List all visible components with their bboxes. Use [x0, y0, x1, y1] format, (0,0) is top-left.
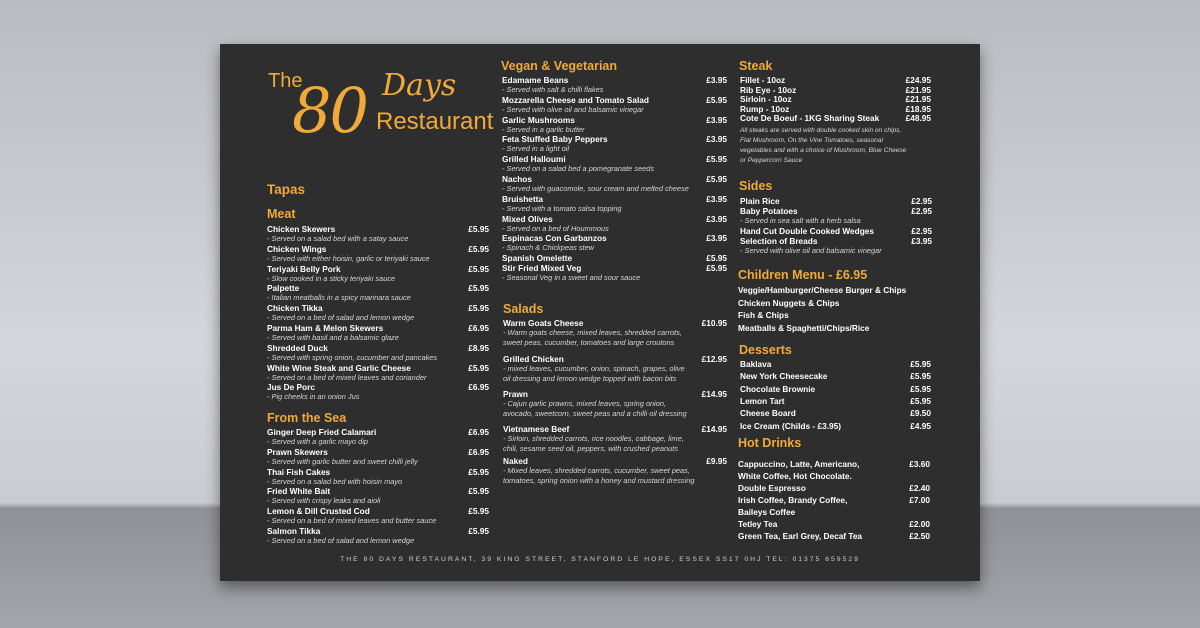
- side-item-name: Plain Rice: [740, 196, 780, 206]
- vegan-item-name: Mozzarella Cheese and Tomato Salad: [502, 94, 649, 105]
- meat-item-desc: - Served on a bed of salad and lemon wedge: [267, 313, 415, 323]
- sea-item-desc: - Served with crispy leaks and aioli: [267, 496, 381, 506]
- meat-item-price: £5.95: [468, 243, 489, 254]
- side-item-price: £2.95: [911, 196, 932, 206]
- meat-item-name: Chicken Tikka: [267, 303, 323, 314]
- vegan-item-price: £3.95: [706, 114, 727, 125]
- drink-price-1: £3.60: [909, 459, 930, 469]
- footer-address: THE 80 DAYS RESTAURANT, 39 KING STREET, STANFORD LE HOPE, ESSEX SS17 0HJ TEL: 01375 659529: [340, 556, 860, 563]
- vegan-item-name: Stir Fried Mixed Veg: [502, 263, 582, 274]
- vegan-item-name: Garlic Mushrooms: [502, 114, 575, 125]
- meat-item-name: Chicken Wings: [267, 243, 327, 254]
- drink-line-3: Double Espresso: [738, 483, 806, 493]
- drink-price-7: £2.50: [909, 531, 930, 541]
- steak-item-price: £24.95: [905, 75, 931, 85]
- side-item-price: £2.95: [911, 226, 932, 236]
- vegan-item-name: Espinacas Con Garbanzos: [502, 233, 607, 244]
- vegan-item-name: Spanish Omelette: [502, 253, 573, 264]
- meat-item-name: Palpette: [267, 283, 300, 294]
- sea-item-desc: - Served with a garlic mayo dip: [267, 437, 369, 446]
- tapas-heading: Tapas: [267, 182, 306, 197]
- salad-item-name: Warm Goats Cheese: [503, 318, 584, 328]
- dessert-item-name: Baklava: [740, 359, 772, 369]
- salad-item-desc-2: chili, sesame seed oil, peppers, with crushed peanuts: [503, 444, 679, 453]
- children-heading: Children Menu - £6.95: [738, 268, 868, 282]
- children-item: Chicken Nuggets & Chips: [738, 297, 840, 308]
- vegan-item-name: Nachos: [502, 174, 532, 184]
- sea-item-name: Thai Fish Cakes: [267, 466, 331, 477]
- drink-price-4: £7.00: [909, 495, 930, 505]
- salad-item-price: £10.95: [701, 318, 727, 328]
- vegan-item-price: £3.95: [706, 75, 727, 85]
- dessert-item-name: Chocolate Brownie: [740, 383, 816, 394]
- vegan-item-price: £5.95: [706, 174, 727, 184]
- logo-the: The: [268, 70, 303, 92]
- vegan-item-desc: - Served on a bed of Hoummous: [502, 223, 609, 233]
- vegan-item-name: Edamame Beans: [502, 75, 569, 85]
- sea-item-price: £6.95: [468, 427, 489, 437]
- sea-item-price: £5.95: [468, 466, 489, 477]
- vegan-item-desc: - Served in a garlic butter: [502, 124, 585, 134]
- meat-item-desc: - Served with either hoisin, garlic or teriyaki sauce: [267, 253, 430, 263]
- meat-item-name: Jus De Porc: [267, 382, 315, 393]
- sea-item-name: Ginger Deep Fried Calamari: [267, 427, 377, 437]
- vegan-item-name: Grilled Halloumi: [502, 154, 566, 165]
- meat-item-price: £5.95: [468, 263, 489, 274]
- vegan-item-price: £5.95: [706, 253, 727, 264]
- side-item-name: Selection of Breads: [740, 236, 818, 246]
- sea-item-price: £5.95: [468, 486, 489, 497]
- meat-item-price: £6.95: [468, 382, 489, 393]
- salad-item-desc-2: sweet peas, cucumber, tomatoes and large croutons: [503, 338, 675, 347]
- logo-restaurant: Restaurant: [376, 108, 494, 135]
- sea-item-desc: - Served on a bed of salad and lemon wedge: [267, 536, 415, 545]
- logo-number: 80: [292, 74, 367, 147]
- vegan-item-name: Bruishetta: [502, 193, 544, 204]
- side-item-price: £2.95: [911, 206, 932, 216]
- sea-item-price: £5.95: [468, 506, 489, 517]
- steak-item-name: Cote De Boeuf - 1KG Sharing Steak: [740, 113, 880, 123]
- sea-item-desc: - Served on a salad bed with hoisin mayo: [267, 476, 403, 486]
- drink-line-7: Green Tea, Earl Grey, Decaf Tea: [738, 531, 863, 541]
- sea-item-name: Prawn Skewers: [267, 446, 328, 457]
- salad-item-desc-1: - Cajun garlic prawns, mixed leaves, spring onion,: [503, 399, 667, 408]
- dessert-item-price: £5.95: [910, 359, 931, 369]
- sides-heading: Sides: [739, 179, 773, 193]
- vegan-item-desc: - Seasonal Veg in a sweet and sour sauce: [502, 273, 641, 283]
- meat-item-desc: - Slow cooked in a sticky teriyaki sauce: [267, 273, 396, 283]
- vegan-item-desc: - Served with olive oil and balsamic vinegar: [502, 104, 644, 114]
- side-item-name: Hand Cut Double Cooked Wedges: [740, 226, 874, 236]
- sea-item-name: Salmon Tikka: [267, 526, 321, 536]
- meat-item-name: White Wine Steak and Garlic Cheese: [267, 362, 411, 373]
- salad-item-desc-2: tomatoes, spring onion with a honey and mustard dressing: [503, 476, 695, 485]
- meat-item-desc: - Served on a salad bed with a satay sauce: [267, 234, 409, 243]
- steak-heading: Steak: [739, 59, 773, 73]
- dessert-item-price: £5.95: [910, 395, 931, 406]
- dessert-item-name: Lemon Tart: [740, 395, 785, 406]
- sea-item-price: £5.95: [468, 526, 489, 536]
- vegan-item-desc: - Served with a tomato salsa topping: [502, 203, 622, 213]
- side-item-name: Baby Potatoes: [740, 206, 798, 216]
- meat-item-price: £5.95: [468, 362, 489, 373]
- sea-item-name: Lemon & Dill Crusted Cod: [267, 506, 370, 517]
- drinks-heading: Hot Drinks: [738, 436, 802, 450]
- vegan-item-desc: - Served on a salad bed a pomegranate seeds: [502, 164, 655, 174]
- steak-item-name: Fillet - 10oz: [740, 75, 786, 85]
- salad-item-desc-2: oil dressing and lemon wedge topped with bacon bits: [503, 374, 677, 383]
- vegan-item-name: Feta Stuffed Baby Peppers: [502, 134, 608, 145]
- steak-note-4: or Peppercorn Sauce: [740, 157, 803, 164]
- side-desc-potatoes: - Served in sea salt with a herb salsa: [740, 216, 861, 225]
- steak-item-name: Sirloin - 10oz: [740, 94, 792, 104]
- meat-item-price: £6.95: [468, 323, 489, 333]
- steak-note-1: All steaks are served with double cooked skin on chips,: [740, 127, 902, 134]
- meat-item-name: Chicken Skewers: [267, 224, 336, 234]
- dessert-item-price: £9.50: [910, 408, 931, 419]
- vegan-item-name: Mixed Olives: [502, 213, 553, 224]
- meat-item-desc: - Pig cheeks in an onion Jus: [267, 392, 360, 402]
- vegan-item-price: £5.95: [706, 154, 727, 165]
- steak-item-price: £21.95: [905, 94, 931, 104]
- vegan-item-desc: - Served in a light oil: [502, 144, 569, 154]
- meat-item-desc: - Served with basil and a balsamic glaze: [267, 333, 399, 342]
- vegan-item-desc: - Spinach & Chickpeas stew: [502, 243, 595, 253]
- vegan-item-price: £3.95: [706, 193, 727, 204]
- vegan-item-price: £3.95: [706, 213, 727, 224]
- meat-item-price: £5.95: [468, 303, 489, 314]
- meat-item-price: £5.95: [468, 224, 489, 234]
- dessert-item-name: New York Cheesecake: [740, 371, 828, 382]
- desserts-heading: Desserts: [739, 343, 792, 357]
- sea-item-name: Fried White Bait: [267, 486, 331, 497]
- salad-item-desc-1: - Sirloin, shredded carrots, rice noodles, cabbage, lime,: [503, 434, 684, 443]
- meat-item-desc: - Served on a bed of mixed leaves and coriander: [267, 372, 427, 382]
- sea-heading: From the Sea: [267, 411, 347, 425]
- drink-line-4: Irish Coffee, Brandy Coffee,: [738, 495, 848, 505]
- sea-item-desc: - Served on a bed of mixed leaves and butter sauce: [267, 516, 437, 526]
- menu-board: [220, 44, 980, 581]
- sea-item-desc: - Served with garlic butter and sweet chilli jelly: [267, 456, 418, 466]
- drink-line-1: Cappuccino, Latte, Americano,: [738, 459, 860, 469]
- dessert-item-name: Ice Cream (Childs - £3.95): [740, 420, 841, 431]
- vegan-item-price: £3.95: [706, 233, 727, 244]
- salad-item-price: £14.95: [701, 389, 727, 399]
- salad-item-price: £14.95: [701, 424, 727, 434]
- restaurant-logo: [268, 64, 498, 164]
- drink-line-5: Baileys Coffee: [738, 507, 796, 517]
- salad-item-desc-2: avocado, sweetcorn, sweet peas and a chilli oil dressing: [503, 409, 687, 418]
- drink-price-6: £2.00: [909, 519, 930, 529]
- salad-item-name: Naked: [503, 456, 528, 466]
- drink-price-3: £2.40: [909, 483, 930, 493]
- steak-item-price: £48.95: [905, 113, 931, 123]
- salad-item-name: Vietnamese Beef: [503, 424, 570, 434]
- sea-item-price: £6.95: [468, 446, 489, 457]
- steak-note-3: vegetables and with a choice of Mushroom, Blue Cheese: [740, 147, 907, 154]
- dessert-item-price: £4.95: [910, 420, 931, 431]
- dessert-item-name: Cheese Board: [740, 408, 796, 419]
- meat-item-desc: - Italian meatballs in a spicy marinara sauce: [267, 293, 411, 303]
- meat-item-name: Teriyaki Belly Pork: [267, 263, 341, 274]
- meat-item-price: £5.95: [468, 283, 489, 294]
- steak-note-2: Flat Mushroom, On the Vine Tomatoes, seasonal: [740, 137, 883, 144]
- salad-item-desc-1: - Mixed leaves, shredded carrots, cucumber, sweet peas,: [503, 466, 690, 475]
- salad-item-name: Prawn: [503, 389, 528, 399]
- steak-item-name: Rump - 10oz: [740, 103, 790, 114]
- side-item-price: £3.95: [911, 236, 932, 246]
- salad-item-price: £12.95: [701, 354, 727, 364]
- meat-item-name: Shredded Duck: [267, 342, 328, 353]
- children-item: Meatballs & Spaghetti/Chips/Rice: [738, 322, 870, 333]
- steak-item-price: £21.95: [905, 84, 931, 95]
- salad-item-desc-1: - mixed leaves, cucumber, onion, spinach, grapes, olive: [503, 364, 685, 373]
- salad-item-price: £9.95: [706, 456, 727, 466]
- vegan-heading: Vegan & Vegetarian: [501, 59, 618, 73]
- dessert-item-price: £5.95: [910, 383, 931, 394]
- vegan-item-price: £3.95: [706, 134, 727, 145]
- children-item: Fish & Chips: [738, 310, 789, 320]
- drink-line-2: White Coffee, Hot Chocolate.: [738, 471, 852, 481]
- meat-heading: Meat: [267, 207, 296, 221]
- vegan-item-price: £5.95: [706, 94, 727, 105]
- steak-item-price: £18.95: [905, 103, 931, 114]
- drink-line-6: Tetley Tea: [738, 519, 778, 529]
- salad-item-name: Grilled Chicken: [503, 354, 564, 364]
- meat-item-name: Parma Ham & Melon Skewers: [267, 323, 384, 333]
- meat-item-desc: - Served with spring onion, cucumber and pancakes: [267, 352, 438, 362]
- logo-days: Days: [382, 68, 457, 103]
- children-item: Veggie/Hamburger/Cheese Burger & Chips: [738, 285, 907, 295]
- dessert-item-price: £5.95: [910, 371, 931, 382]
- vegan-item-desc: - Served with guacomole, sour cream and melted cheese: [502, 184, 689, 193]
- vegan-item-desc: - Served with salt & chilli flakes: [502, 85, 604, 94]
- side-desc-breads: - Served with olive oil and balsamic vinegar: [740, 246, 882, 255]
- salads-heading: Salads: [503, 302, 544, 316]
- salad-item-desc-1: - Warm goats cheese, mixed leaves, shredded carrots,: [503, 328, 682, 337]
- vegan-item-price: £5.95: [706, 263, 727, 274]
- meat-item-price: £8.95: [468, 342, 489, 353]
- steak-item-name: Rib Eye - 10oz: [740, 84, 797, 95]
